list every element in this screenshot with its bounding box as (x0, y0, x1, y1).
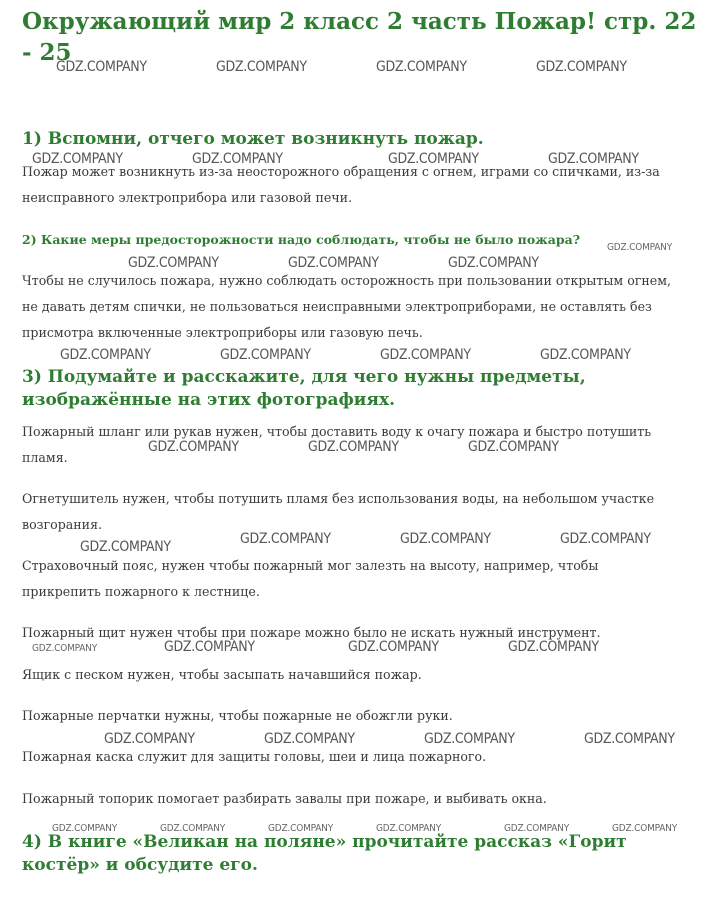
question-3-answer-sandbox: Ящик с песком нужен, чтобы засыпать начавшийся пожар. (22, 667, 422, 682)
watermark: GDZ.COMPANY (264, 731, 355, 747)
question-3-heading: 3) Подумайте и расскажите, для чего нужны предметы, изображённые на этих фотографиях. (22, 367, 586, 410)
watermark: GDZ.COMPANY (388, 151, 479, 167)
watermark: GDZ.COMPANY (216, 59, 307, 75)
watermark: GDZ.COMPANY (380, 347, 471, 363)
watermark: GDZ.COMPANY (448, 255, 539, 271)
watermark: GDZ.COMPANY (468, 439, 559, 455)
page-edge (706, 0, 712, 899)
watermark: GDZ.COMPANY (80, 539, 171, 555)
question-3-answer-shield: Пожарный щит нужен чтобы при пожаре можно было не искать нужный инструмент. (22, 625, 601, 640)
question-1-answer: Пожар может возникнуть из-за неосторожного обращения с огнем, играми со спичками, из-за неисправного электроприбора или газовой печи. (22, 164, 660, 205)
watermark: GDZ.COMPANY (308, 439, 399, 455)
watermark: GDZ.COMPANY (376, 59, 467, 75)
watermark: GDZ.COMPANY (548, 151, 639, 167)
watermark: GDZ.COMPANY (508, 639, 599, 655)
watermark: GDZ.COMPANY (560, 531, 651, 547)
watermark: GDZ.COMPANY (148, 439, 239, 455)
watermark: GDZ.COMPANY (612, 823, 678, 834)
watermark: GDZ.COMPANY (32, 151, 123, 167)
watermark: GDZ.COMPANY (376, 823, 442, 834)
watermark: GDZ.COMPANY (56, 59, 147, 75)
question-3-answer-hose: Пожарный шланг или рукав нужен, чтобы доставить воду к очагу пожара и быстро потушить пламя. (22, 424, 652, 465)
watermark: GDZ.COMPANY (192, 151, 283, 167)
watermark: GDZ.COMPANY (536, 59, 627, 75)
question-3-answer-axe: Пожарный топорик помогает разбирать завалы при пожаре, и выбивать окна. (22, 791, 547, 806)
watermark: GDZ.COMPANY (32, 643, 98, 654)
watermark: GDZ.COMPANY (584, 731, 675, 747)
question-3-answer-belt: Страховочный пояс, нужен чтобы пожарный мог залезть на высоту, например, чтобы прикрепить пожарного к лестнице. (22, 558, 599, 599)
watermark: GDZ.COMPANY (104, 731, 195, 747)
watermark: GDZ.COMPANY (60, 347, 151, 363)
watermark: GDZ.COMPANY (504, 823, 570, 834)
question-2-heading: 2) Какие меры предосторожности надо соблюдать, чтобы не было пожара? (22, 232, 581, 247)
watermark: GDZ.COMPANY (128, 255, 219, 271)
watermark: GDZ.COMPANY (348, 639, 439, 655)
watermark: GDZ.COMPANY (540, 347, 631, 363)
watermark: GDZ.COMPANY (160, 823, 226, 834)
question-3-answer-extinguisher: Огнетушитель нужен, чтобы потушить пламя без использования воды, на небольшом участке возгорания. (22, 491, 655, 532)
watermark: GDZ.COMPANY (220, 347, 311, 363)
watermark: GDZ.COMPANY (288, 255, 379, 271)
question-3-answer-helmet: Пожарная каска служит для защиты головы, шеи и лица пожарного. (22, 749, 487, 764)
watermark: GDZ.COMPANY (268, 823, 334, 834)
watermark: GDZ.COMPANY (52, 823, 118, 834)
question-3-answer-gloves: Пожарные перчатки нужны, чтобы пожарные не обожгли руки. (22, 708, 453, 723)
watermark: GDZ.COMPANY (164, 639, 255, 655)
watermark: GDZ.COMPANY (400, 531, 491, 547)
watermark: GDZ.COMPANY (240, 531, 331, 547)
question-2-answer: Чтобы не случилось пожара, нужно соблюдать осторожность при пользовании открытым огнем, не давать детям спички, не пользоваться неисправными электроприборами, не оставлять без присмотра включенные электроприборы или газовую печь. (22, 273, 672, 340)
watermark: GDZ.COMPANY (424, 731, 515, 747)
watermark: GDZ.COMPANY (607, 242, 673, 253)
question-4-heading: 4) В книге «Великан на поляне» прочитайте рассказ «Горит костёр» и обсудите его. (22, 832, 627, 875)
page-title: Окружающий мир 2 класс 2 часть Пожар! стр. 22 - 25 (22, 8, 697, 66)
question-1-heading: 1) Вспомни, отчего может возникнуть пожар. (22, 129, 484, 149)
